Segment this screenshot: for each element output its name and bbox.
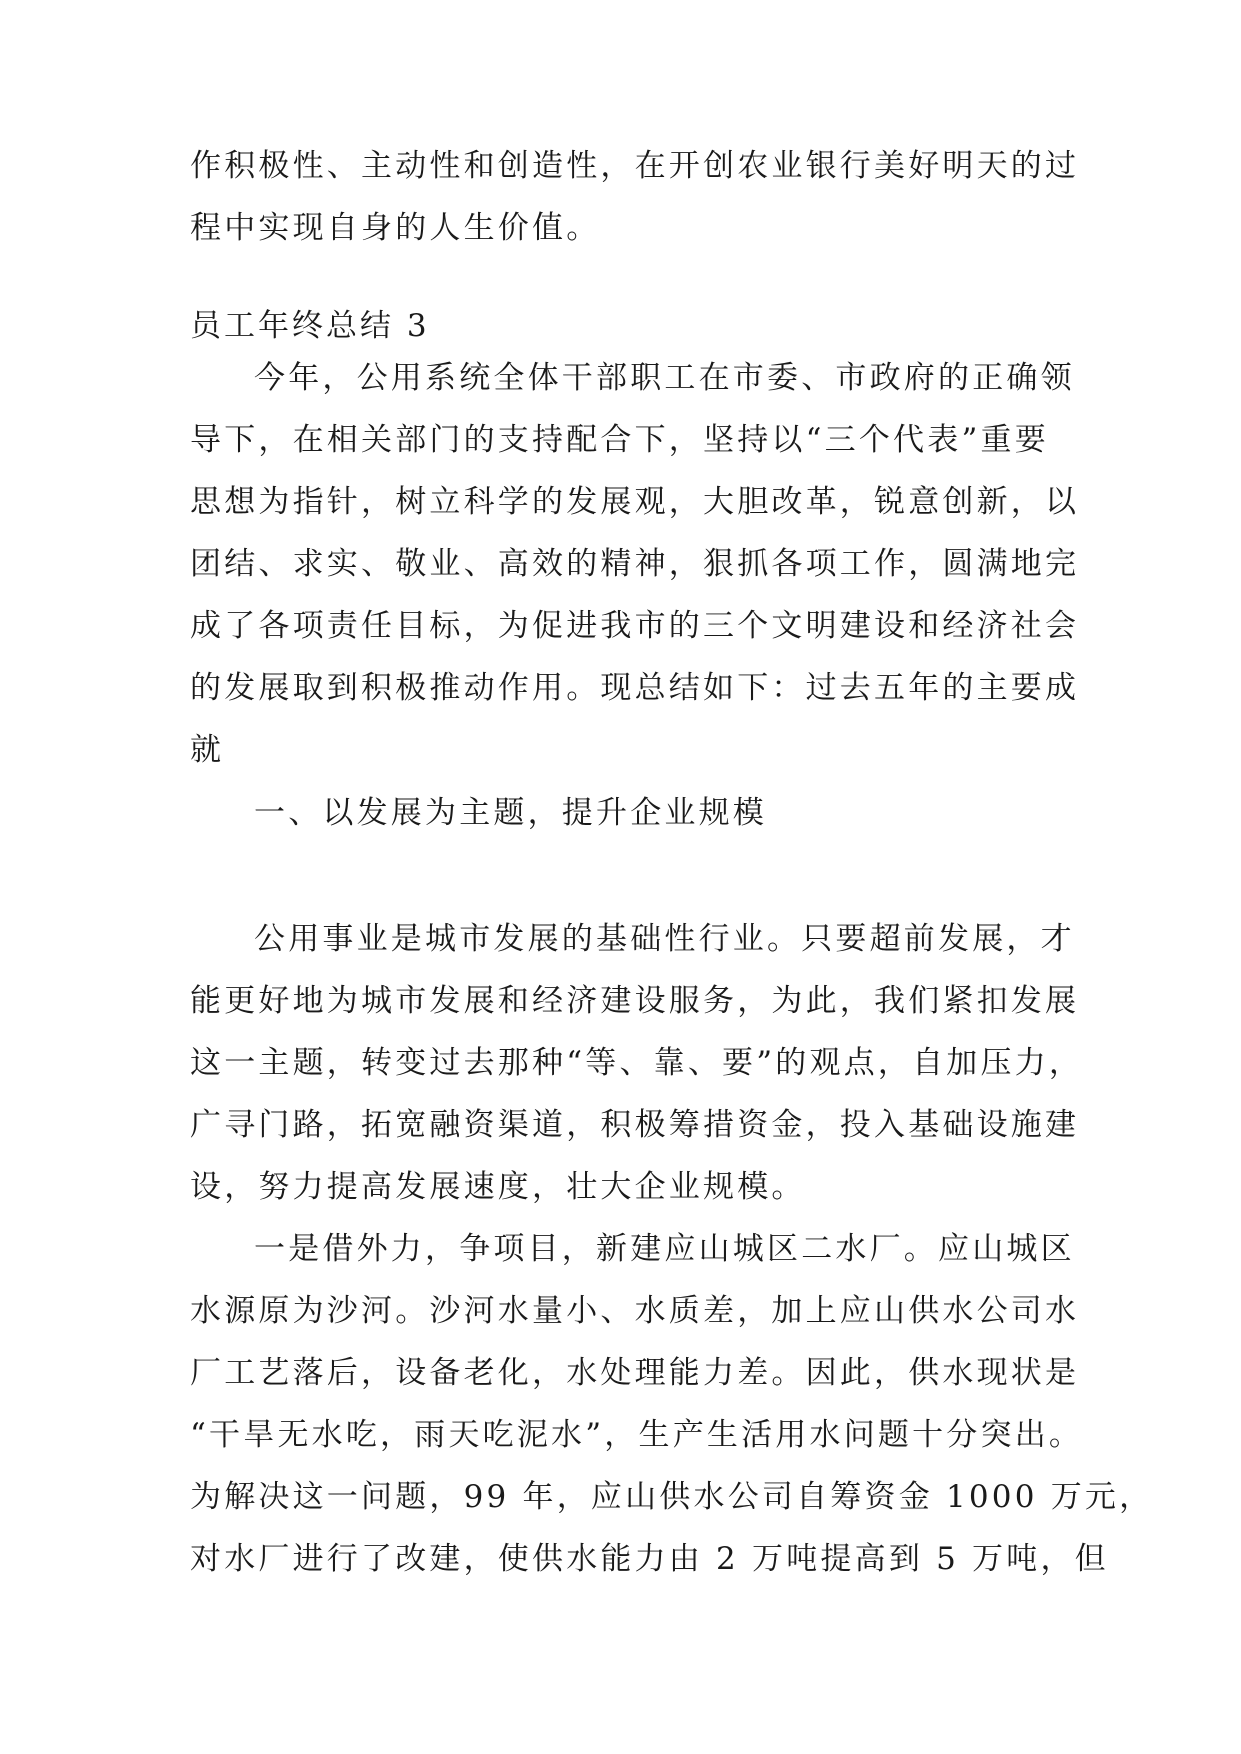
paragraph-2	[190, 908, 1084, 1218]
paragraph-line: 团结、求实、敬业、高效的精神，狠抓各项工作，圆满地完	[190, 546, 1080, 582]
section-title-text: 员工年终总结 3	[190, 308, 430, 344]
paragraph-line: 水源原为沙河。沙河水量小、水质差，加上应山供水公司水	[190, 1293, 1080, 1329]
paragraph-line: 公用事业是城市发展的基础性行业。只要超前发展，才	[254, 921, 1075, 957]
paragraph-1	[190, 347, 1080, 781]
subheading-1	[190, 782, 1070, 844]
paragraph-line: 思想为指针，树立科学的发展观，大胆改革，锐意创新，以	[190, 484, 1080, 520]
paragraph-line: 对水厂进行了改建，使供水能力由 2 万吨提高到 5 万吨，但	[190, 1541, 1109, 1577]
paragraph-line: 厂工艺落后，设备老化，水处理能力差。因此，供水现状是	[190, 1355, 1080, 1391]
paragraph-line: 程中实现自身的人生价值。	[190, 210, 601, 246]
paragraph-line: 能更好地为城市发展和经济建设服务，为此，我们紧扣发展	[190, 983, 1080, 1019]
paragraph-line: 作积极性、主动性和创造性，在开创农业银行美好明天的过	[190, 148, 1080, 184]
paragraph-line: 导下，在相关部门的支持配合下，坚持以“三个代表”重要	[190, 422, 1049, 458]
paragraph-line: 为解决这一问题，99 年，应山供水公司自筹资金 1000 万元，	[190, 1479, 1154, 1515]
paragraph-line: 今年，公用系统全体干部职工在市委、市政府的正确领	[254, 360, 1075, 396]
paragraph-line: 的发展取到积极推动作用。现总结如下：过去五年的主要成	[190, 670, 1080, 706]
paragraph-line: 一是借外力，争项目，新建应山城区二水厂。应山城区	[254, 1231, 1075, 1267]
subheading-text: 一、以发展为主题，提升企业规模	[254, 795, 767, 831]
paragraph-line: 就	[190, 732, 225, 768]
intro-paragraph	[190, 135, 1080, 259]
paragraph-line: 这一主题，转变过去那种“等、靠、要”的观点，自加压力，	[190, 1045, 1084, 1081]
paragraph-3	[190, 1218, 1154, 1590]
paragraph-line: “干旱无水吃，雨天吃泥水”，生产生活用水问题十分突出。	[190, 1417, 1084, 1453]
paragraph-line: 成了各项责任目标，为促进我市的三个文明建设和经济社会	[190, 608, 1080, 644]
paragraph-line: 广寻门路，拓宽融资渠道，积极筹措资金，投入基础设施建	[190, 1107, 1080, 1143]
paragraph-line: 设，努力提高发展速度，壮大企业规模。	[190, 1169, 806, 1205]
